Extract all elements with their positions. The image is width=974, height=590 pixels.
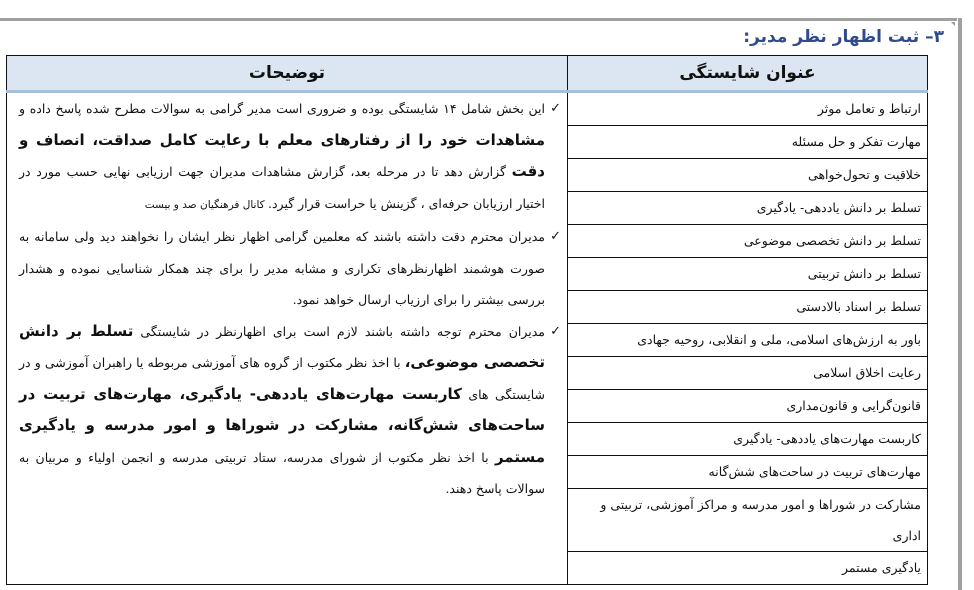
bullet-bold-text: تسلط بر دانش تخصصی موضوعی، xyxy=(19,321,545,371)
competency-table xyxy=(6,55,928,585)
competency-title: رعایت اخلاق اسلامی xyxy=(568,357,928,390)
descriptions-cell xyxy=(7,92,568,585)
table-header-row xyxy=(7,56,928,92)
check-icon: ✓ xyxy=(550,101,561,116)
bullet-text: با اخذ نظر مکتوب از گروه های آموزشی مربوطه یا راهبران آموزشی و در شایستگی های xyxy=(19,355,546,402)
bullet-bold-text: کاربست مهارت‌های یاددهی- یادگیری، مهارت‌های تربیت در ساحت‌های شش‌گانه، مشارکت در شوراها و امور مدرسه و یادگیری مستمر xyxy=(19,384,545,466)
page-top-rule xyxy=(0,18,957,21)
competency-title: تسلط بر اسناد بالادستی xyxy=(568,291,928,324)
corner-mark-icon xyxy=(951,22,955,26)
bullet-text: این بخش شامل ۱۴ شایستگی بوده و ضروری است مدیر گرامی به سوالات مطرح شده پاسخ داده و xyxy=(19,101,545,116)
competency-title: ارتباط و تعامل موثر xyxy=(568,92,928,126)
check-icon: ✓ xyxy=(550,229,561,244)
competency-title: یادگیری مستمر xyxy=(568,552,928,585)
header-descriptions: توضیحات xyxy=(7,56,568,92)
bullet-text: گزارش دهد تا در مرحله بعد، گزارش مشاهدات مدیران جهت ارزیابی نهایی حسب مورد در اختیار ارزیابان حرفه‌ای ، گزینش یا حراست قرار گیرد. xyxy=(19,164,545,211)
competency-title: تسلط بر دانش تخصصی موضوعی xyxy=(568,225,928,258)
page-side-rule xyxy=(958,18,962,590)
description-bullet-3 xyxy=(19,316,561,505)
description-bullet-1 xyxy=(19,93,561,221)
bullet-text: مدیران محترم توجه داشته باشند لازم است برای اظهارنظر در شایستگی xyxy=(133,323,546,339)
competency-title: مهارت‌های تربیت در ساحت‌های شش‌گانه xyxy=(568,456,928,489)
description-bullet-2 xyxy=(19,221,561,316)
check-icon: ✓ xyxy=(550,323,561,339)
bullet-text: مدیران محترم دقت داشته باشند که معلمین گرامی اظهار نظر ایشان را نخواهند دید ولی سامانه به صورت هوشمند اظهارنظرهای تکراری و مشابه مدیر را برای چند همکار شناسایی نموده و هشدار بررسی بیشتر را برای ارزیاب ارسال خواهد نمود. xyxy=(19,229,545,307)
competency-title: خلاقیت و تحول‌خواهی xyxy=(568,159,928,192)
competency-title: باور به ارزش‌های اسلامی، ملی و انقلابی، روحیه جهادی xyxy=(568,324,928,357)
competency-title: مشارکت در شوراها و امور مدرسه و مراکز آموزشی، تربیتی و اداری xyxy=(568,489,928,552)
competency-title: مهارت تفکر و حل مسئله xyxy=(568,126,928,159)
competency-title: کاربست مهارت‌های یاددهی- یادگیری xyxy=(568,423,928,456)
bullet-bold-text: مشاهدات خود را از رفتارهای معلم با رعایت کامل صداقت، انصاف و دقت xyxy=(19,130,545,180)
section-title: ۳– ثبت اظهار نظر مدیر: xyxy=(743,27,944,47)
competency-title: قانون‌گرایی و قانون‌مداری xyxy=(568,390,928,423)
table-row xyxy=(7,92,928,126)
bullet-text: با اخذ نظر مکتوب از شورای مدرسه، ستاد تربیتی مدرسه و انجمن اولیاء و مربیان به سوالات پاسخ دهند. xyxy=(19,449,545,496)
competency-title: تسلط بر دانش یاددهی- یادگیری xyxy=(568,192,928,225)
descriptions-body xyxy=(7,93,567,505)
competency-title: تسلط بر دانش تربیتی xyxy=(568,258,928,291)
header-competency-title: عنوان شایستگی xyxy=(568,56,928,92)
watermark-text: کانال فرهنگیان صد و بیست xyxy=(144,198,269,211)
